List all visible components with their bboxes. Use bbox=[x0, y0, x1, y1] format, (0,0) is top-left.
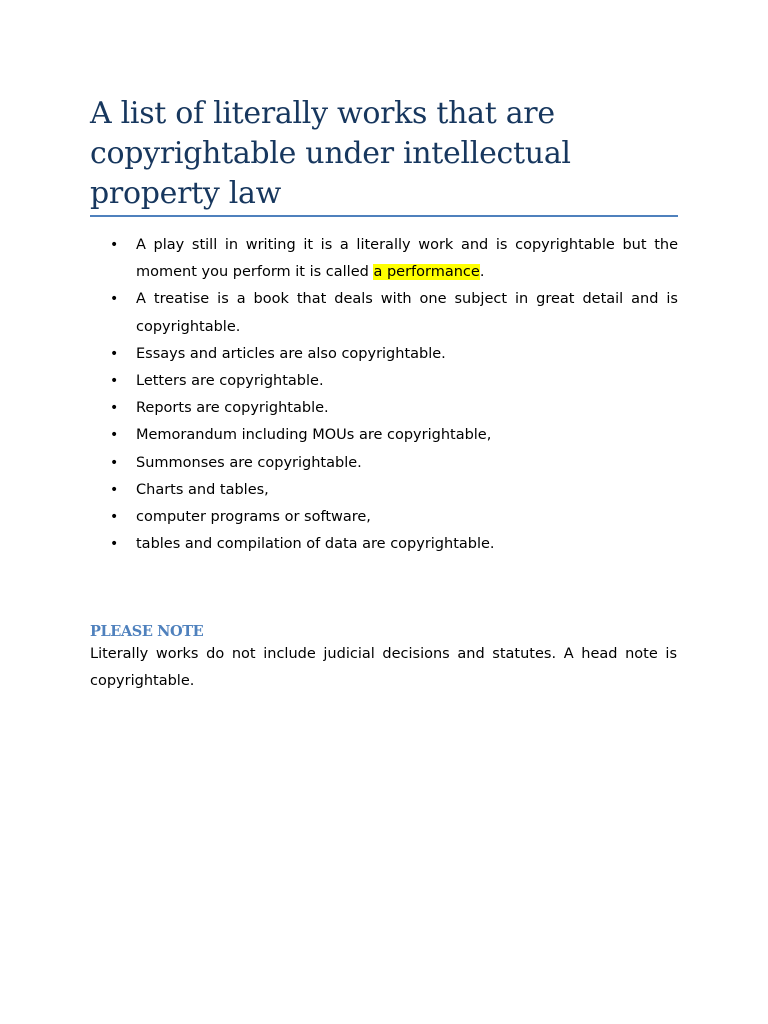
list-item-text: Essays and articles are also copyrightable. bbox=[136, 345, 446, 362]
list-item bbox=[90, 341, 678, 368]
bullet-icon: • bbox=[110, 427, 119, 444]
highlighted-text: a performance bbox=[373, 264, 480, 281]
list-item bbox=[90, 368, 678, 395]
bullet-icon: • bbox=[110, 536, 119, 553]
bullet-icon: • bbox=[110, 373, 119, 390]
note-heading: PLEASE NOTE bbox=[90, 623, 204, 640]
list-item bbox=[90, 531, 678, 558]
list-item-text: A treatise is a book that deals with one subject in great detail and is copyrightable. bbox=[136, 291, 678, 335]
list-item bbox=[90, 232, 678, 286]
bullet-icon: • bbox=[110, 509, 119, 526]
bullet-list bbox=[90, 232, 678, 558]
list-item bbox=[90, 504, 678, 531]
list-item bbox=[90, 450, 678, 477]
title-underline-rule bbox=[90, 215, 678, 217]
list-item-text: . bbox=[479, 264, 485, 281]
bullet-icon: • bbox=[110, 237, 119, 253]
bullet-icon: • bbox=[110, 291, 119, 308]
list-item-text: Reports are copyrightable. bbox=[136, 400, 329, 417]
list-item-text: Charts and tables, bbox=[136, 481, 269, 498]
bullet-icon: • bbox=[110, 481, 119, 498]
bullet-icon: • bbox=[110, 345, 119, 362]
bullet-icon: • bbox=[110, 454, 119, 471]
note-paragraph: Literally works do not include judicial decisions and statutes. A head note is copyrightable. bbox=[90, 646, 677, 690]
list-item-text: A play still in writing it is a literally work and is copyrightable but the moment you perform it is called bbox=[136, 237, 678, 281]
document-title: A list of literally works that are copyrightable under intellectual property law bbox=[90, 96, 571, 211]
list-item bbox=[90, 477, 678, 504]
list-item bbox=[90, 422, 678, 449]
list-item-text: computer programs or software, bbox=[136, 509, 371, 526]
list-item-text: tables and compilation of data are copyrightable. bbox=[136, 536, 495, 553]
bullet-icon: • bbox=[110, 400, 119, 417]
list-item bbox=[90, 395, 678, 422]
list-item-text: Letters are copyrightable. bbox=[136, 373, 324, 390]
list-item-text: Summonses are copyrightable. bbox=[136, 454, 362, 471]
list-item bbox=[90, 286, 678, 340]
list-item-text: Memorandum including MOUs are copyrightable, bbox=[136, 427, 492, 444]
